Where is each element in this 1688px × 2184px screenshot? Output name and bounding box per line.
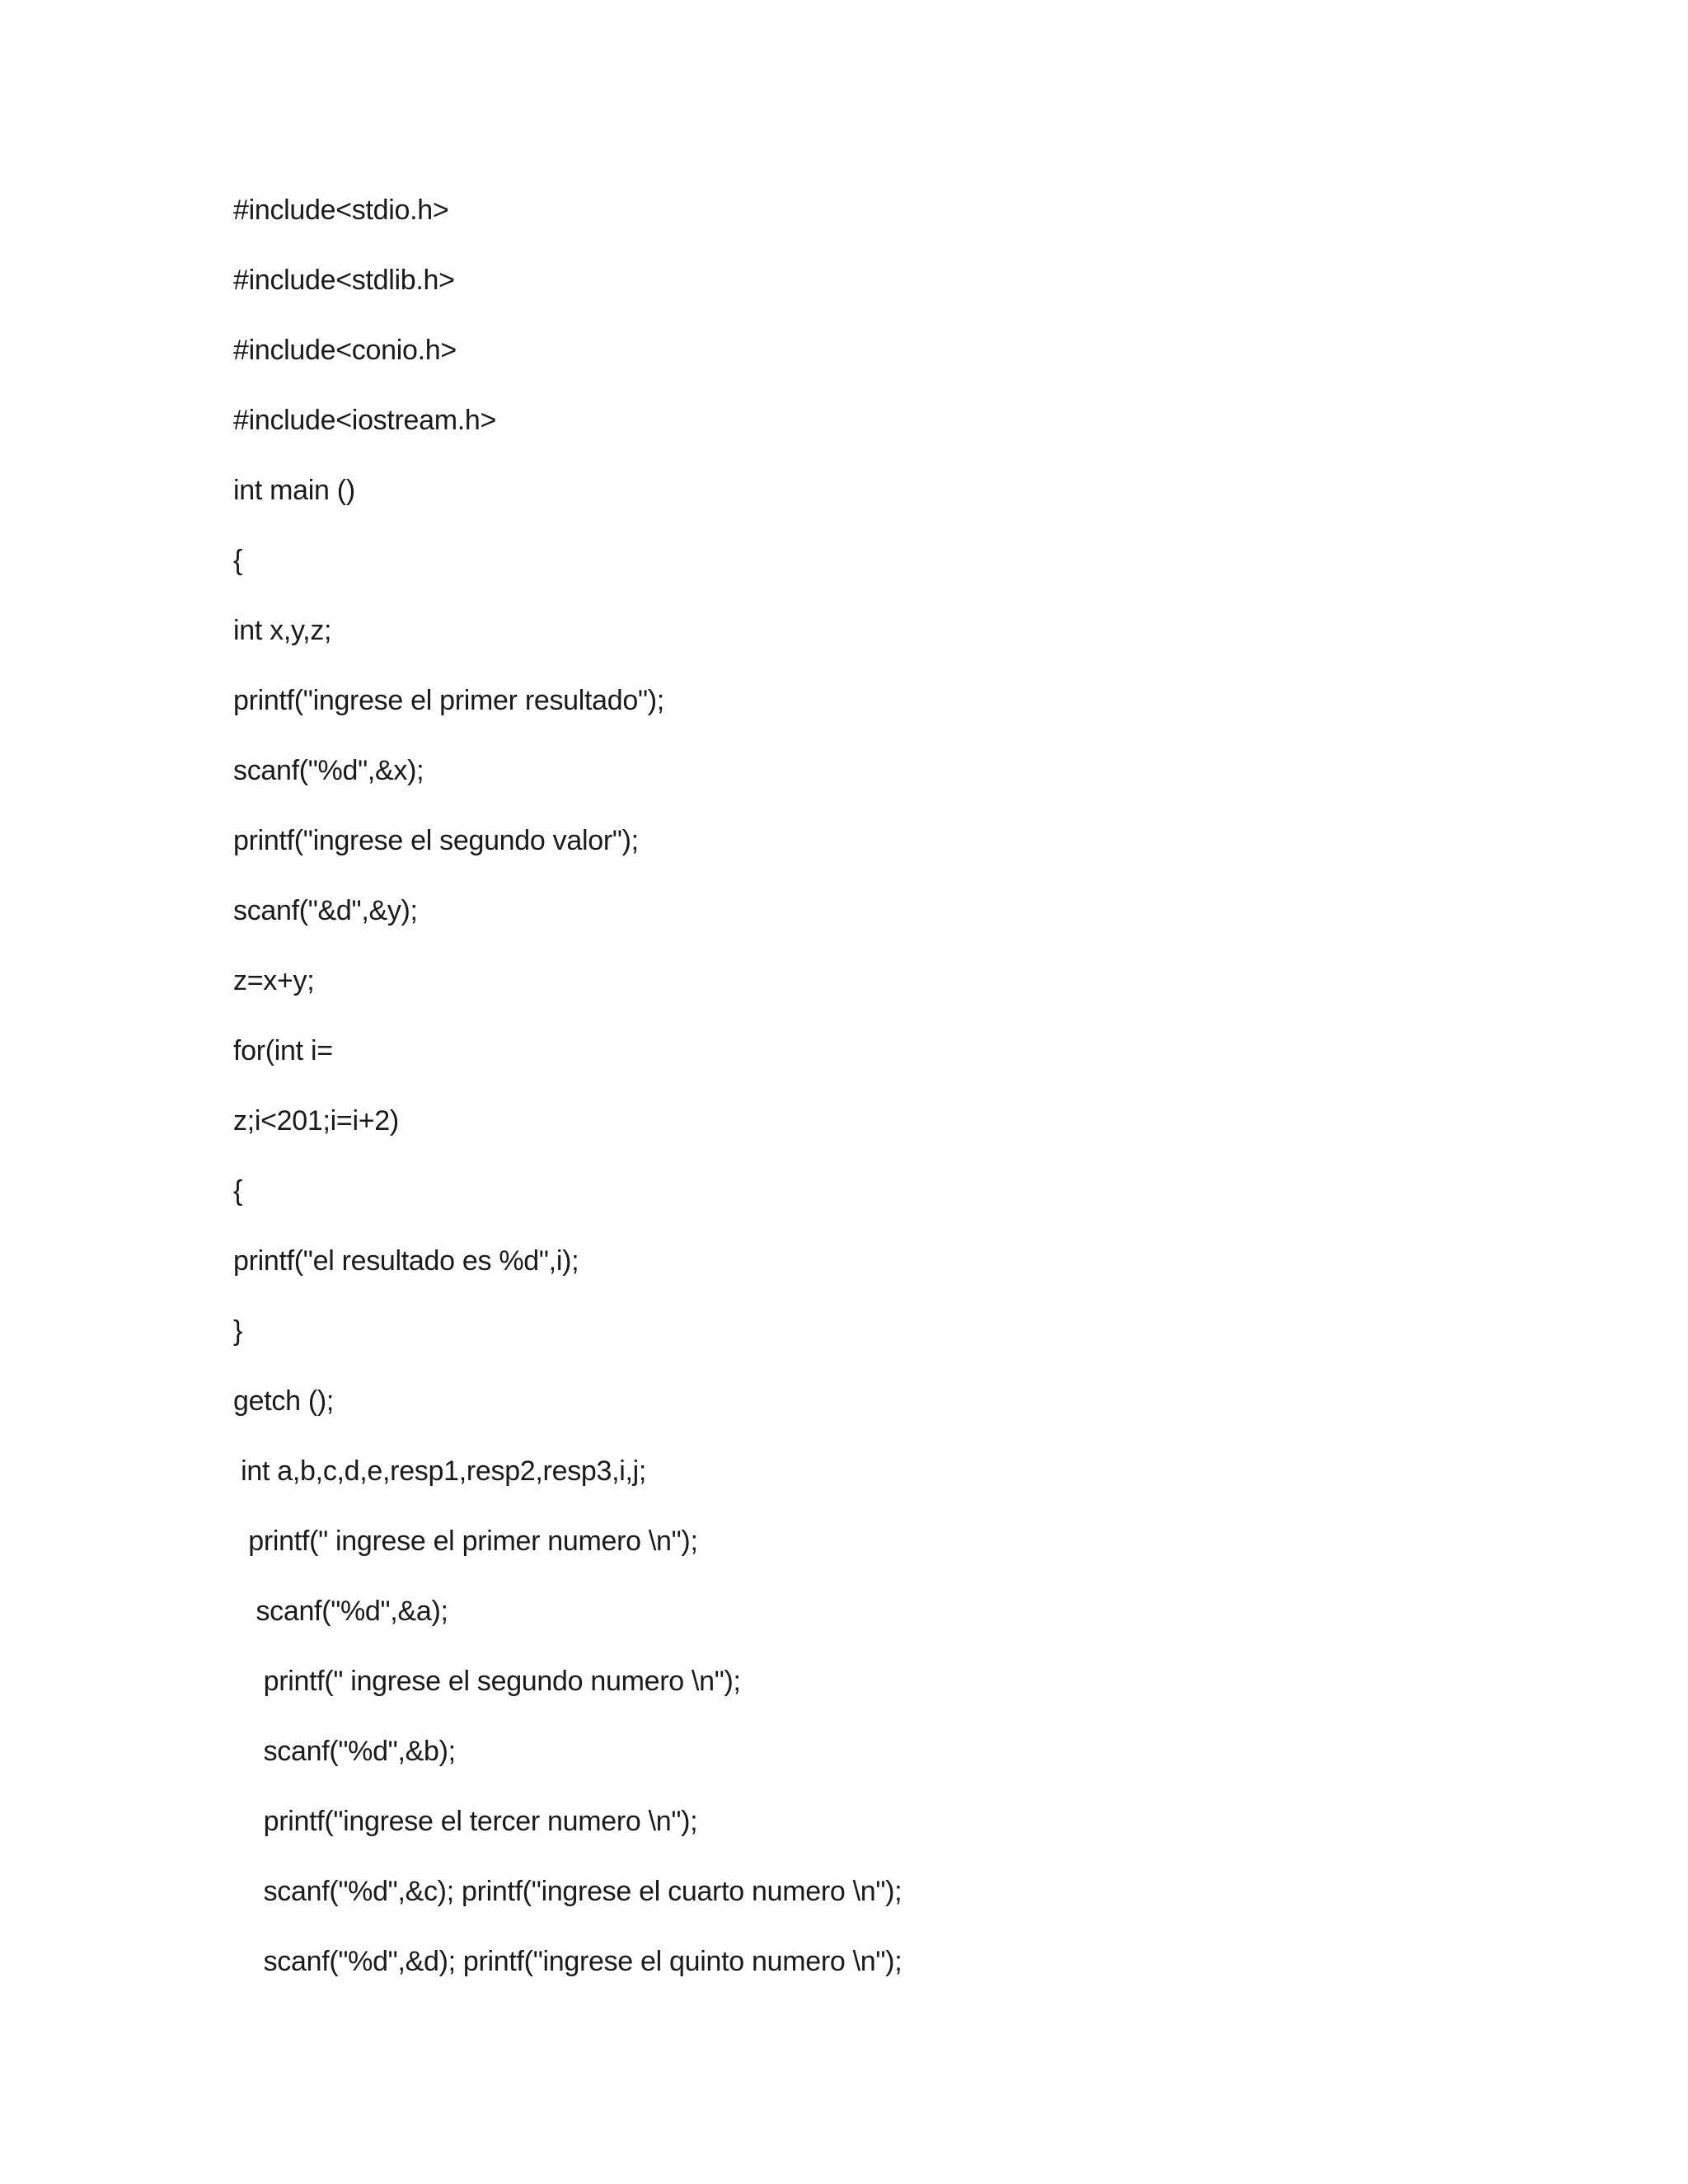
code-line-printf-primer-resultado: printf("ingrese el primer resultado"); xyxy=(233,685,664,716)
code-line-sum: z=x+y; xyxy=(233,965,315,996)
code-line-open-brace: { xyxy=(233,545,243,576)
code-line-include-conio: #include<conio.h> xyxy=(233,335,457,366)
code-line-scanf-d-printf-quinto: scanf("%d",&d); printf("ingrese el quinto numero \n"); xyxy=(233,1946,903,1977)
code-line-scanf-c-printf-cuarto: scanf("%d",&c); printf("ingrese el cuarto numero \n"); xyxy=(233,1876,903,1907)
code-line-for-condition: z;i<201;i=i+2) xyxy=(233,1105,399,1137)
code-line-declare-xyz: int x,y,z; xyxy=(233,615,332,646)
code-line-for-open-brace: { xyxy=(233,1175,243,1207)
code-line-for-close-brace: } xyxy=(233,1315,243,1347)
code-line-include-iostream: #include<iostream.h> xyxy=(233,405,497,436)
code-line-getch: getch (); xyxy=(233,1385,335,1417)
code-line-declare-vars: int a,b,c,d,e,resp1,resp2,resp3,i,j; xyxy=(233,1455,647,1487)
code-listing xyxy=(233,185,1552,2007)
code-line-scanf-b: scanf("%d",&b); xyxy=(233,1736,456,1767)
code-line-printf-segundo-numero: printf(" ingrese el segundo numero \n"); xyxy=(233,1666,741,1697)
code-line-include-stdlib: #include<stdlib.h> xyxy=(233,265,455,296)
code-line-main-signature: int main () xyxy=(233,475,355,506)
code-line-include-stdio: #include<stdio.h> xyxy=(233,194,449,226)
code-line-scanf-y: scanf("&d",&y); xyxy=(233,895,418,926)
code-line-printf-segundo-valor: printf("ingrese el segundo valor"); xyxy=(233,825,639,856)
code-line-printf-primer-numero: printf(" ingrese el primer numero \n"); xyxy=(233,1526,698,1557)
code-line-printf-resultado: printf("el resultado es %d",i); xyxy=(233,1245,579,1277)
code-line-for-start: for(int i= xyxy=(233,1035,333,1066)
code-line-scanf-a: scanf("%d",&a); xyxy=(233,1596,448,1627)
code-line-printf-tercer-numero: printf("ingrese el tercer numero \n"); xyxy=(233,1806,698,1837)
code-line-scanf-x: scanf("%d",&x); xyxy=(233,755,424,786)
